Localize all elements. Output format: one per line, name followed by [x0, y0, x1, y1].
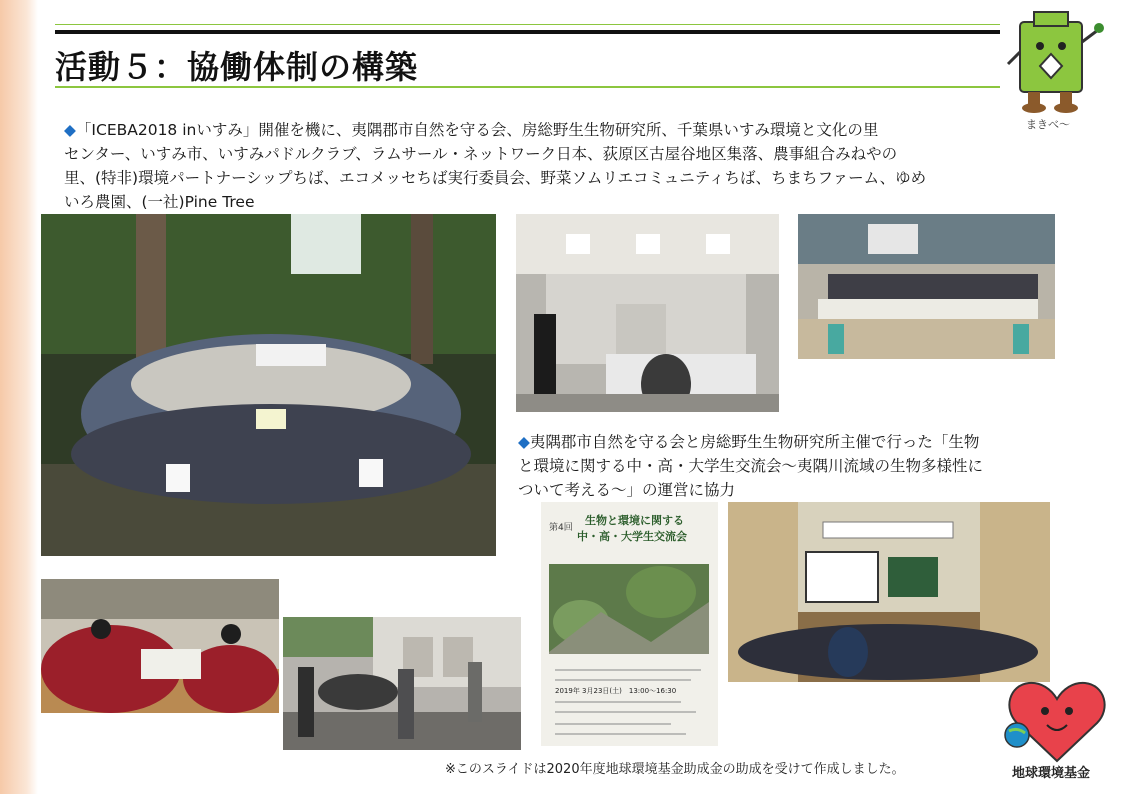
meeting-photo-2 — [798, 214, 1055, 359]
mascot-label: まきべ～ — [1026, 118, 1070, 131]
title-rule-top — [55, 30, 1000, 34]
caption-line-2: と環境に関する中・高・大学生交流会～夷隅川流域の生物多様性に — [518, 457, 984, 475]
logo-label: 地球環境基金 — [1012, 766, 1091, 781]
intro-line-4: いろ農園、(一社)Pine Tree — [64, 193, 255, 211]
bullet-diamond-icon-2: ◆ — [518, 433, 530, 451]
poster-number: 第4回 — [549, 523, 573, 533]
bullet-diamond-icon: ◆ — [64, 121, 76, 139]
heart-mascot-icon — [995, 675, 1120, 765]
group-photo-forest — [41, 214, 496, 556]
outdoor-tour-photo — [283, 617, 521, 750]
title-rule-bottom — [55, 86, 1000, 88]
students-workshop-photo — [41, 579, 279, 713]
top-rule — [55, 24, 1000, 25]
event-poster — [541, 502, 718, 746]
poster-title-1: 生物と環境に関する — [585, 514, 684, 527]
exchange-hall-photo — [728, 502, 1050, 682]
intro-line-2: センター、いすみ市、いすみパドルクラブ、ラムサール・ネットワーク日本、荻原区古屋谷地区集落、農事組合みねやの — [64, 145, 898, 163]
meeting-photo-1 — [516, 214, 779, 412]
caption-line-3: ついて考える～」の運営に協力 — [518, 481, 736, 499]
intro-line-1: 「ICEBA2018 inいすみ」開催を機に、夷隅郡市自然を守る会、房総野生生物研究所、千葉県いすみ環境と文化の里 — [75, 121, 879, 139]
exchange-caption — [518, 430, 1058, 502]
left-decor-bar — [0, 0, 38, 794]
caption-line-1: 夷隅郡市自然を守る会と房総野生生物研究所主催で行った「生物 — [529, 433, 980, 451]
slide-title: 活動５：協働体制の構築 — [55, 48, 419, 86]
mascot-makibe — [998, 8, 1113, 136]
intro-line-3: 里、(特非)環境パートナーシップちば、エコメッセちば実行委員会、野菜ソムリエコミュニティちば、ちまちファーム、ゆめ — [64, 169, 927, 187]
poster-date: 2019年 3月23日(土) 13:00～16:30 — [555, 687, 677, 695]
poster-title-2: 中・高・大学生交流会 — [577, 530, 687, 543]
intro-paragraph — [64, 118, 989, 214]
footnote: ※このスライドは2020年度地球環境基金助成金の助成を受けて作成しました。 — [445, 762, 905, 777]
